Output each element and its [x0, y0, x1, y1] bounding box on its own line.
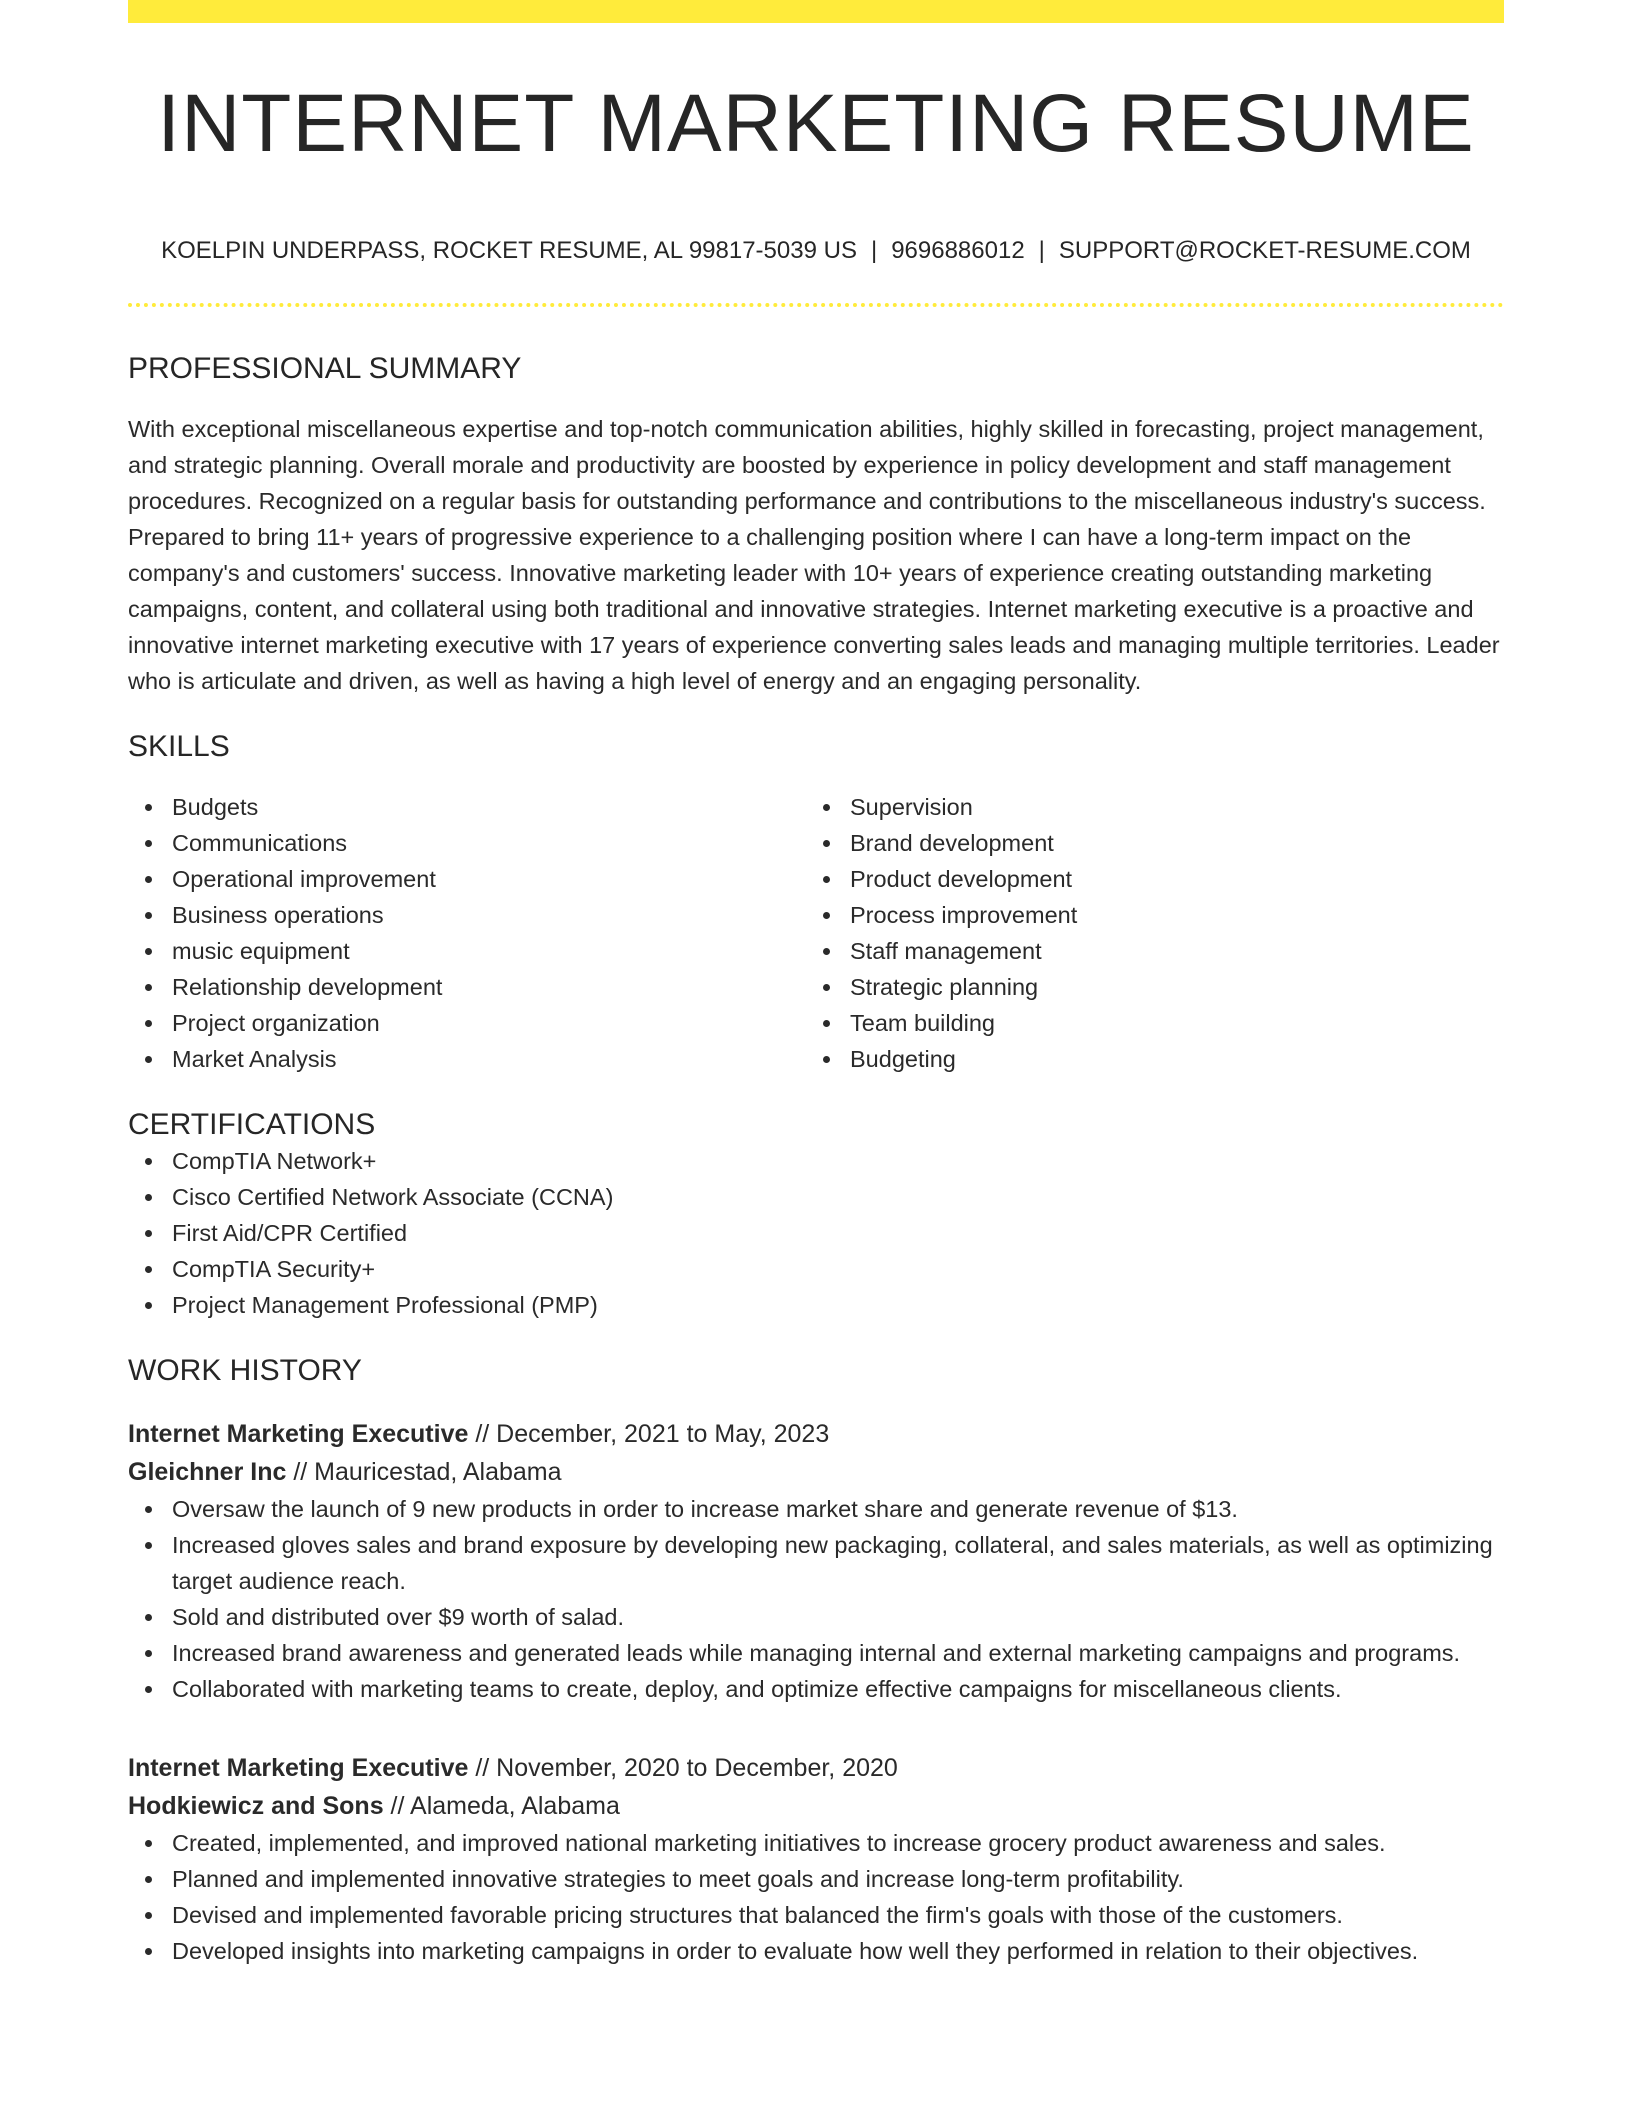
skill-item: Supervision [806, 789, 1484, 825]
skill-item: Communications [128, 825, 806, 861]
certification-item: Project Management Professional (PMP) [128, 1287, 1504, 1323]
work-history-heading: WORK HISTORY [128, 1354, 362, 1387]
job-title-line [128, 1749, 1504, 1787]
skill-item: Process improvement [806, 897, 1484, 933]
job-title: Internet Marketing Executive [128, 1754, 469, 1782]
contact-separator: | [1038, 237, 1045, 264]
contact-line [128, 237, 1504, 265]
contact-email: SUPPORT@ROCKET-RESUME.COM [1058, 237, 1471, 264]
certification-item: Cisco Certified Network Associate (CCNA) [128, 1179, 1504, 1215]
job-entry [128, 1415, 1504, 1707]
job-company: Hodkiewicz and Sons [128, 1792, 384, 1820]
skills-list-left [128, 789, 806, 1077]
skill-item: Team building [806, 1005, 1484, 1041]
job-bullet: Sold and distributed over $9 worth of salad. [128, 1599, 1504, 1635]
certifications-list [128, 1143, 1504, 1323]
job-dates: // December, 2021 to May, 2023 [468, 1420, 830, 1448]
resume-title: INTERNET MARKETING RESUME [157, 78, 1475, 169]
job-location: // Mauricestad, Alabama [286, 1458, 562, 1486]
certification-item: CompTIA Network+ [128, 1143, 1504, 1179]
certification-item: CompTIA Security+ [128, 1251, 1504, 1287]
skill-item: music equipment [128, 933, 806, 969]
skill-item: Project organization [128, 1005, 806, 1041]
contact-separator: | [870, 237, 878, 264]
job-company: Gleichner Inc [128, 1458, 287, 1486]
job-bullet: Created, implemented, and improved national marketing initiatives to increase grocery product awareness and sales. [128, 1825, 1504, 1861]
job-entry [128, 1749, 1504, 1969]
job-bullets [128, 1491, 1504, 1707]
resume-page [128, 0, 1504, 1969]
job-bullet: Oversaw the launch of 9 new products in order to increase market share and generate revenue of $13. [128, 1491, 1504, 1527]
certification-item: First Aid/CPR Certified [128, 1215, 1504, 1251]
job-title-line [128, 1415, 1504, 1453]
skills-heading: SKILLS [128, 730, 230, 763]
skill-item: Product development [806, 861, 1484, 897]
job-location: // Alameda, Alabama [383, 1792, 620, 1820]
skills-column-left [128, 789, 806, 1077]
contact-address: KOELPIN UNDERPASS, ROCKET RESUME, AL 99817-5039 US [161, 237, 857, 264]
skill-item: Relationship development [128, 969, 806, 1005]
skill-item: Budgeting [806, 1041, 1484, 1077]
summary-text: With exceptional miscellaneous expertise and top-notch communication abilities, highly skilled in forecasting, project management, and strategic planning. Overall morale and productivity are boosted by experience in policy development and staff management procedures. Recognized on a regular basis for outstanding performance and contributions to the miscellaneous industry's success. Prepared to bring 11+ years of progressive experience to a challenging position where I can have a long-term impact on the company's and customers' success. Innovative marketing leader with 10+ years of experience creating outstanding marketing campaigns, content, and collateral using both traditional and innovative strategies. Internet marketing executive is a proactive and innovative internet marketing executive with 17 years of experience converting sales leads and managing multiple territories. Leader who is articulate and driven, as well as having a high level of energy and an engaging personality. [128, 416, 1500, 694]
certifications-heading: CERTIFICATIONS [128, 1108, 376, 1141]
job-bullets [128, 1825, 1504, 1969]
skills-grid [128, 789, 1504, 1077]
skill-item: Market Analysis [128, 1041, 806, 1077]
skill-item: Brand development [806, 825, 1484, 861]
job-bullet: Collaborated with marketing teams to create, deploy, and optimize effective campaigns for miscellaneous clients. [128, 1671, 1504, 1707]
dotted-divider [128, 303, 1504, 307]
job-title: Internet Marketing Executive [128, 1420, 469, 1448]
job-company-line [128, 1453, 1504, 1491]
skills-column-right [806, 789, 1484, 1077]
accent-top-bar [128, 0, 1504, 23]
skills-list-right [806, 789, 1484, 1077]
contact-phone: 9696886012 [891, 237, 1025, 264]
job-bullet: Increased gloves sales and brand exposure by developing new packaging, collateral, and sales materials, as well as optimizing target audience reach. [128, 1527, 1504, 1599]
skill-item: Strategic planning [806, 969, 1484, 1005]
job-company-line [128, 1787, 1504, 1825]
job-bullet: Increased brand awareness and generated leads while managing internal and external marketing campaigns and programs. [128, 1635, 1504, 1671]
skill-item: Business operations [128, 897, 806, 933]
job-dates: // November, 2020 to December, 2020 [468, 1754, 898, 1782]
skill-item: Operational improvement [128, 861, 806, 897]
job-bullet: Planned and implemented innovative strategies to meet goals and increase long-term profitability. [128, 1861, 1504, 1897]
job-bullet: Developed insights into marketing campaigns in order to evaluate how well they performed in relation to their objectives. [128, 1933, 1504, 1969]
summary-heading: PROFESSIONAL SUMMARY [128, 352, 522, 385]
job-bullet: Devised and implemented favorable pricing structures that balanced the firm's goals with those of the customers. [128, 1897, 1504, 1933]
skill-item: Budgets [128, 789, 806, 825]
skill-item: Staff management [806, 933, 1484, 969]
